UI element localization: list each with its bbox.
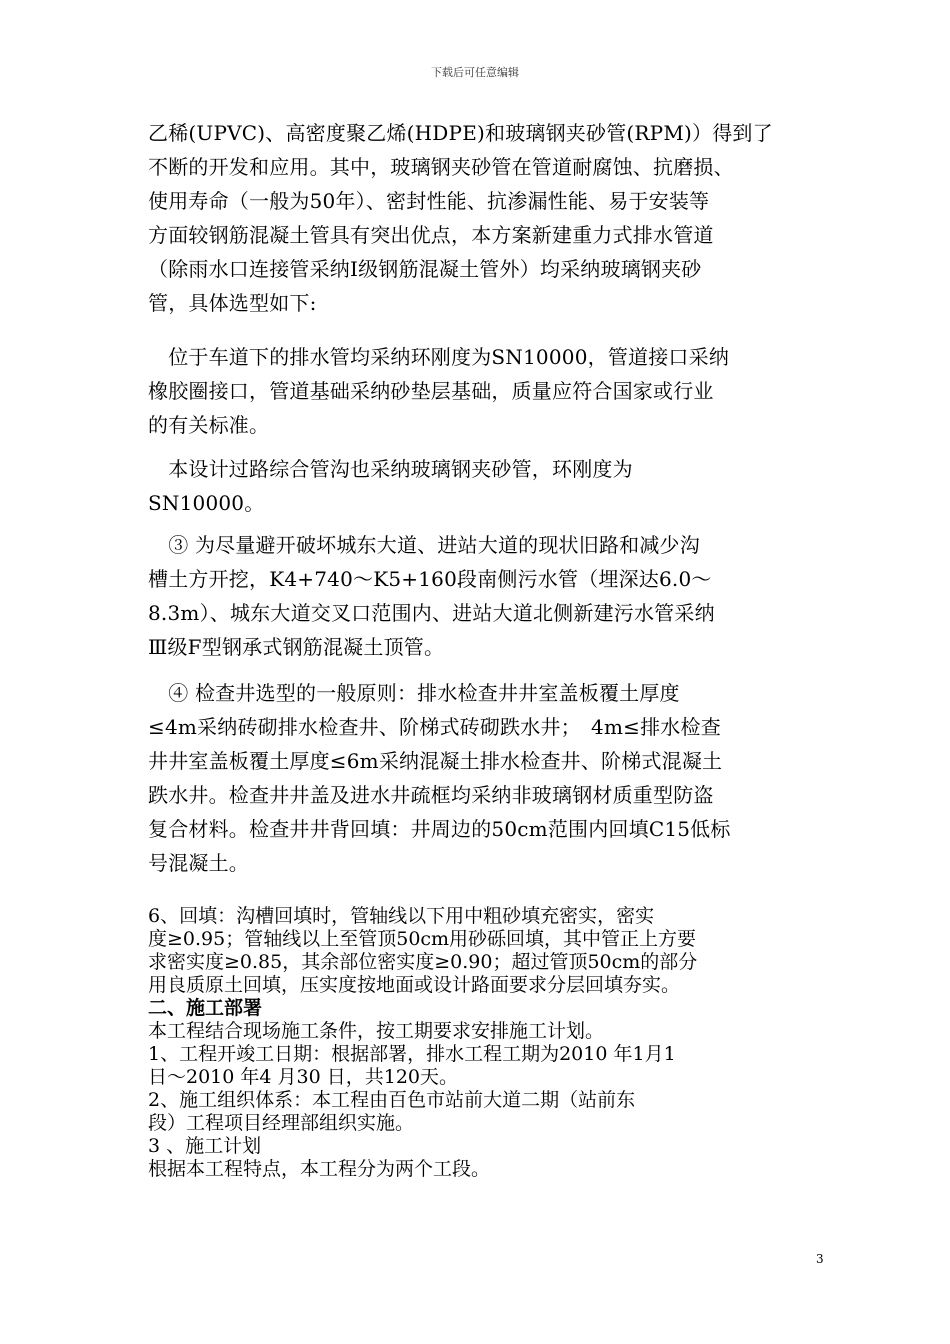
text-line: 乙稀(UPVC)、高密度聚乙烯(HDPE)和玻璃钢夹砂管(RPM)）得到了 xyxy=(148,121,773,145)
text-line: SN10000。 xyxy=(148,491,265,515)
text-line: 橡胶圈接口，管道基础采纳砂垫层基础，质量应符合国家或行业 xyxy=(148,379,714,403)
text-line: 根据本工程特点，本工程分为两个工段。 xyxy=(148,1158,491,1180)
paragraph-utility-trench xyxy=(148,452,820,520)
text-line: 管，具体选型如下: xyxy=(148,291,317,315)
text-line: 本设计过路综合管沟也采纳玻璃钢夹砂管，环刚度为 xyxy=(148,457,633,481)
text-line: 3 、施工计划 xyxy=(148,1135,262,1157)
text-line: 6、回填：沟槽回填时，管轴线以下用中粗砂填充密实，密实 xyxy=(148,905,655,927)
text-line: 段）工程项目经理部组织实施。 xyxy=(148,1112,415,1134)
text-line: 2、施工组织体系：本工程由百色市站前大道二期（站前东 xyxy=(148,1089,636,1111)
text-line: ③ 为尽量避开破坏城东大道、进站大道的现状旧路和减少沟 xyxy=(148,533,700,557)
section-heading: 二、施工部署 xyxy=(148,997,263,1019)
paragraph-pipe-materials xyxy=(148,116,820,320)
paragraph-roadway-drainage xyxy=(148,340,820,442)
text-line: 位于车道下的排水管均采纳环刚度为SN10000，管道接口采纳 xyxy=(148,345,730,369)
text-line: 用良质原土回填，压实度按地面或设计路面要求分层回填夯实。 xyxy=(148,974,681,996)
text-line: 本工程结合现场施工条件，按工期要求安排施工计划。 xyxy=(148,1020,605,1042)
text-line: 求密实度≥0.85，其余部位密实度≥0.90；超过管顶50cm的部分 xyxy=(148,951,698,973)
text-line: ≤4m采纳砖砌排水检查井、阶梯式砖砌跌水井； 4m≤排水检查 xyxy=(148,715,721,739)
text-line: 的有关标准。 xyxy=(148,413,270,437)
text-line: （除雨水口连接管采纳Ⅰ级钢筋混凝土管外）均采纳玻璃钢夹砂 xyxy=(148,257,702,281)
text-line: 方面较钢筋混凝土管具有突出优点，本方案新建重力式排水管道 xyxy=(148,223,714,247)
paragraph-backfill xyxy=(148,905,820,997)
text-line: 井井室盖板覆土厚度≤6m采纳混凝土排水检查井、阶梯式混凝土 xyxy=(148,749,723,773)
text-line: 复合材料。检查井井背回填：井周边的50cm范围内回填C15低标 xyxy=(148,817,731,841)
text-line: 度≥0.95；管轴线以上至管顶50cm用砂砾回填，其中管正上方要 xyxy=(148,928,697,950)
text-line: 槽土方开挖，K4+740～K5+160段南侧污水管（埋深达6.0～ xyxy=(148,567,712,591)
text-line: 使用寿命（一般为50年）、密封性能、抗渗漏性能、易于安装等 xyxy=(148,189,710,213)
page-number: 3 xyxy=(816,1252,824,1266)
paragraph-jacking-pipe xyxy=(148,528,820,664)
text-line: 不断的开发和应用。其中，玻璃钢夹砂管在管道耐腐蚀、抗磨损、 xyxy=(148,155,734,179)
text-line: 跌水井。检查井井盖及进水井疏框均采纳非玻璃钢材质重型防盗 xyxy=(148,783,714,807)
text-line: Ⅲ级F型钢承式钢筋混凝土顶管。 xyxy=(148,635,445,659)
text-line: 8.3m）、城东大道交叉口范围内、进站大道北侧新建污水管采纳 xyxy=(148,601,715,625)
text-line: 1、工程开竣工日期：根据部署，排水工程工期为2010 年1月1 xyxy=(148,1043,676,1065)
paragraph-inspection-well xyxy=(148,676,820,880)
page-header: 下载后可任意编辑 xyxy=(431,66,519,79)
text-line: 日～2010 年4 月30 日，共120天。 xyxy=(148,1066,459,1088)
text-line: 号混凝土。 xyxy=(148,851,249,875)
text-line: ④ 检查井选型的一般原则：排水检查井井室盖板覆土厚度 xyxy=(148,681,680,705)
paragraph-construction-plan xyxy=(148,1020,820,1181)
